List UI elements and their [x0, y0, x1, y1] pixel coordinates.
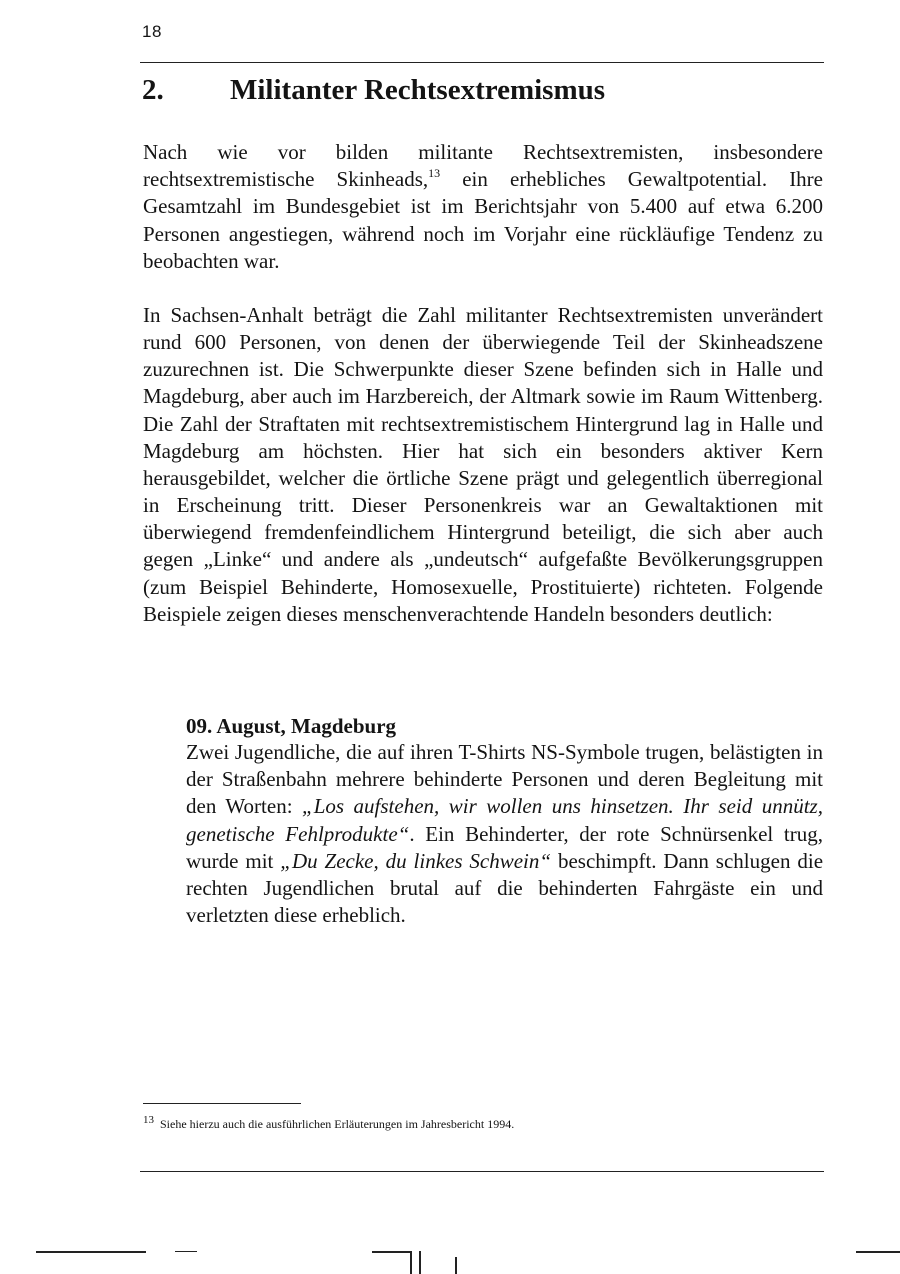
section-title: Militanter Rechtsextremismus — [230, 74, 606, 106]
example-quote-2: „Du Zecke, du linkes Schwein“ — [280, 848, 552, 873]
paragraph-1-text-before-ref: Nach wie vor bilden militante Rechtsextremisten, insbesondere rechtsextremistische Skinheads, — [143, 140, 823, 192]
section-heading — [142, 74, 605, 107]
example-heading: 09. August, Magdeburg — [186, 714, 397, 738]
example-text — [186, 739, 823, 929]
scan-artifact-stroke-1 — [410, 1251, 412, 1274]
example-quote-1: „Los aufstehen, wir wollen uns hinsetzen. Ihr seid unnütz, genetische Fehlprodukte“ — [186, 794, 823, 846]
footnote-number: 13 — [143, 1114, 154, 1126]
scan-artifact-stroke-3 — [455, 1257, 457, 1274]
paragraph-gewaltpotential — [143, 139, 823, 275]
footnote-separator — [143, 1103, 301, 1104]
scan-artifact-dash — [175, 1251, 197, 1252]
paragraph-sachsen-anhalt: In Sachsen-Anhalt beträgt die Zahl militanter Rechtsextremisten unverändert rund 600 Personen, von denen der überwiegende Teil der Skinheadszene zuzurechnen ist. Die Schwerpunkte dieser Szene befinden sich in Halle und Magdeburg, aber auch im Harzbereich, der Altmark sowie im Raum Wittenberg. Die Zahl der Straftaten mit rechtsextremistischem Hintergrund lag in Halle und Magdeburg am höchsten. Hier hat sich ein besonders aktiver Kern herausgebildet, welcher die örtliche Szene prägt und gelegentlich überregional in Erscheinung tritt. Dieser Personenkreis war an Gewaltaktionen mit überwiegend fremdenfeindlichem Hintergrund beteiligt, die sich aber auch gegen „Linke“ und andere als „undeutsch“ aufgefaßte Bevölkerungsgruppen (zum Beispiel Behinderte, Homosexuelle, Prostituierte) richteten. Folgende Beispiele zeigen dieses menschenverachtende Handeln besonders deutlich: — [143, 303, 823, 626]
scan-artifact-line-middle — [372, 1251, 410, 1253]
example-text-part-3: beschimpft. Dann schlugen die rechten Jugendlichen brutal auf die behinderten Fahrgäste ein und verletzten diese erheblich. — [186, 848, 824, 928]
scan-artifact-stroke-2 — [419, 1251, 421, 1274]
footnote-text: Siehe hierzu auch die ausführlichen Erläuterungen im Jahresbericht 1994. — [160, 1117, 515, 1131]
scan-artifact-line-left — [36, 1251, 146, 1253]
page-number: 18 — [142, 22, 162, 41]
paragraph-1-text-after-ref: ein erhebliches Gewaltpotential. Ihre Gesamtzahl im Bundesgebiet ist im Berichtsjahr von 5.400 auf etwa 6.200 Personen angestiegen, während noch im Vorjahr eine rückläufige Tendenz zu beobachten war. — [143, 167, 824, 273]
header-rule — [140, 62, 824, 63]
footnote-reference: 13 — [428, 166, 441, 181]
footnote — [143, 1114, 515, 1132]
example-text-part-1: Zwei Jugendliche, die auf ihren T-Shirts NS-Symbole trugen, belästigten in der Straßenbahn mehrere behinderte Personen und deren Begleitung mit den Worten: — [186, 740, 823, 819]
footer-rule — [140, 1171, 824, 1172]
scan-artifact-line-right — [856, 1251, 900, 1253]
example-text-part-2: . Ein Behinderter, der rote Schnürsenkel trug, wurde mit — [186, 821, 823, 873]
section-number: 2. — [142, 74, 164, 106]
